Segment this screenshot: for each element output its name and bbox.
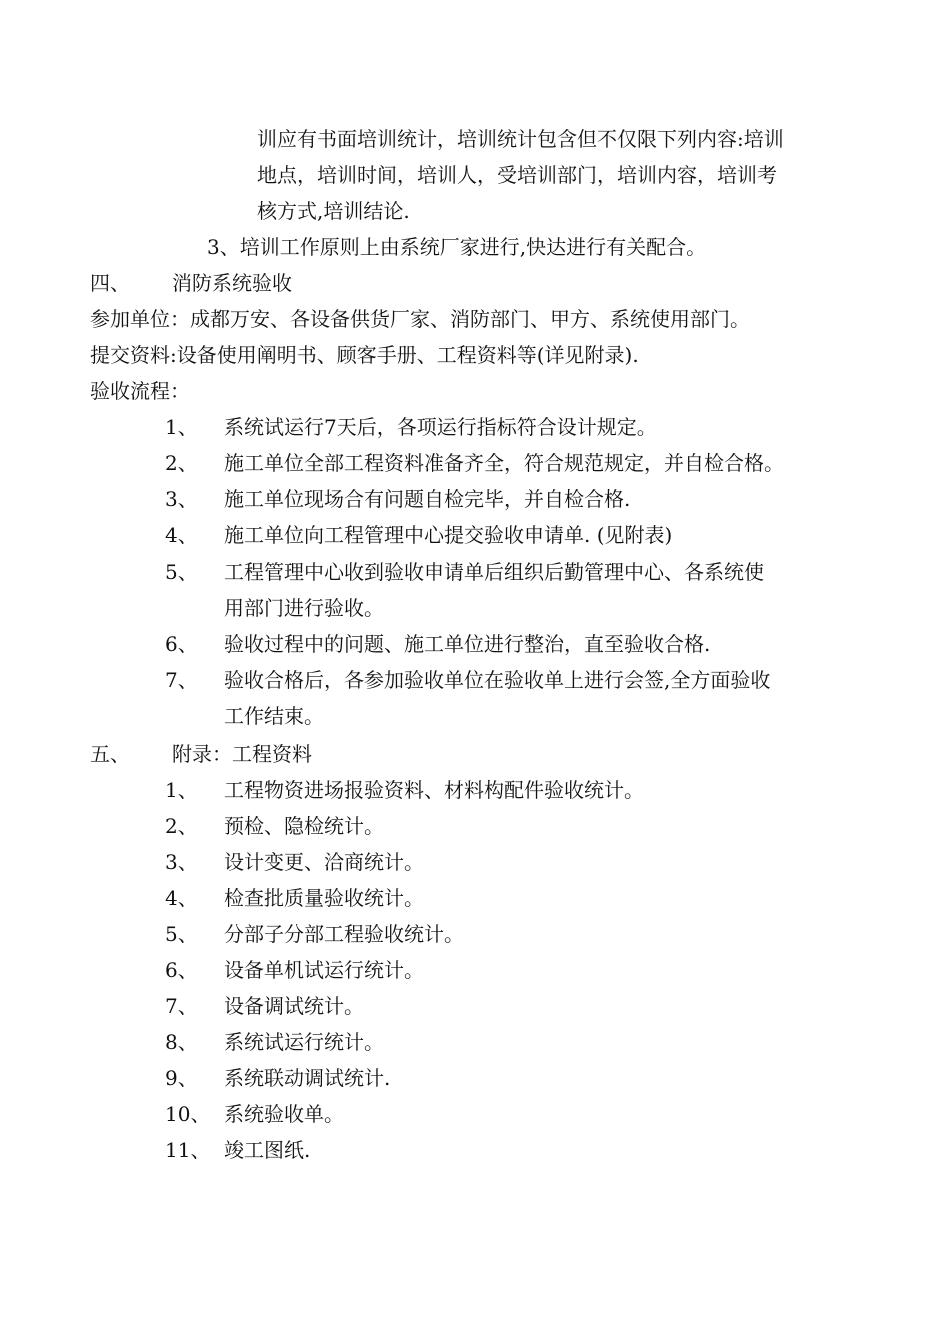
participants-line: 参加单位：成都万安、各设备供货厂家、消防部门、甲方、系统使用部门。 (90, 307, 750, 331)
step-text: 验收合格后，各参加验收单位在验收单上进行会签,全方面验收 (224, 668, 771, 692)
step-text: 施工单位向工程管理中心提交验收申请单. (见附表) (224, 523, 673, 547)
appendix-item-text: 工程物资进场报验资料、材料构配件验收统计。 (224, 778, 644, 802)
training-continuation-line-3: 核方式,培训结论. (257, 199, 410, 223)
appendix-item-number: 4、 (165, 886, 198, 910)
step-number: 3、 (165, 487, 198, 511)
step-number: 7、 (165, 668, 198, 692)
appendix-item-text: 系统联动调试统计. (224, 1066, 391, 1090)
training-continuation-line-2: 地点，培训时间，培训人，受培训部门，培训内容，培训考 (257, 163, 777, 187)
step-number: 4、 (165, 523, 198, 547)
training-continuation-line-1: 训应有书面培训统计，培训统计包含但不仅限下列内容:培训 (257, 127, 784, 151)
appendix-item-number: 2、 (165, 814, 198, 838)
appendix-item-number: 1、 (165, 778, 198, 802)
appendix-item-text: 预检、隐检统计。 (224, 814, 384, 838)
section-4-title: 消防系统验收 (172, 271, 292, 295)
appendix-item-text: 设备单机试运行统计。 (224, 958, 424, 982)
section-5-number: 五、 (90, 742, 130, 766)
appendix-item-text: 设计变更、洽商统计。 (224, 850, 424, 874)
step-number: 2、 (165, 451, 198, 475)
appendix-item-text: 设备调试统计。 (224, 994, 364, 1018)
step-text-continuation: 工作结束。 (224, 704, 324, 728)
step-number: 1、 (165, 415, 198, 439)
appendix-item-number: 5、 (165, 922, 198, 946)
section-4-number: 四、 (90, 271, 130, 295)
step-text: 系统试运行7天后，各项运行指标符合设计规定。 (224, 415, 657, 439)
appendix-item-text: 分部子分部工程验收统计。 (224, 922, 464, 946)
appendix-item-text: 检查批质量验收统计。 (224, 886, 424, 910)
appendix-item-number: 10、 (165, 1102, 211, 1126)
step-text-continuation: 用部门进行验收。 (224, 596, 384, 620)
training-item-3: 3、培训工作原则上由系统厂家进行,快达进行有关配合。 (207, 235, 707, 259)
process-heading: 验收流程： (90, 379, 190, 403)
step-number: 5、 (165, 560, 198, 584)
step-text: 验收过程中的问题、施工单位进行整治，直至验收合格. (224, 632, 711, 656)
appendix-item-number: 8、 (165, 1030, 198, 1054)
appendix-item-number: 9、 (165, 1066, 198, 1090)
step-number: 6、 (165, 632, 198, 656)
step-text: 施工单位现场合有问题自检完毕，并自检合格. (224, 487, 631, 511)
appendix-item-text: 竣工图纸. (224, 1138, 311, 1162)
appendix-item-text: 系统试运行统计。 (224, 1030, 384, 1054)
appendix-item-number: 6、 (165, 958, 198, 982)
step-text: 施工单位全部工程资料准备齐全，符合规范规定，并自检合格。 (224, 451, 784, 475)
appendix-item-number: 7、 (165, 994, 198, 1018)
documents-line: 提交资料:设备使用阐明书、顾客手册、工程资料等(详见附录). (90, 343, 639, 367)
step-text: 工程管理中心收到验收申请单后组织后勤管理中心、各系统使 (224, 560, 764, 584)
section-5-title: 附录：工程资料 (172, 742, 312, 766)
appendix-item-number: 11、 (165, 1138, 211, 1162)
appendix-item-number: 3、 (165, 850, 198, 874)
appendix-item-text: 系统验收单。 (224, 1102, 344, 1126)
